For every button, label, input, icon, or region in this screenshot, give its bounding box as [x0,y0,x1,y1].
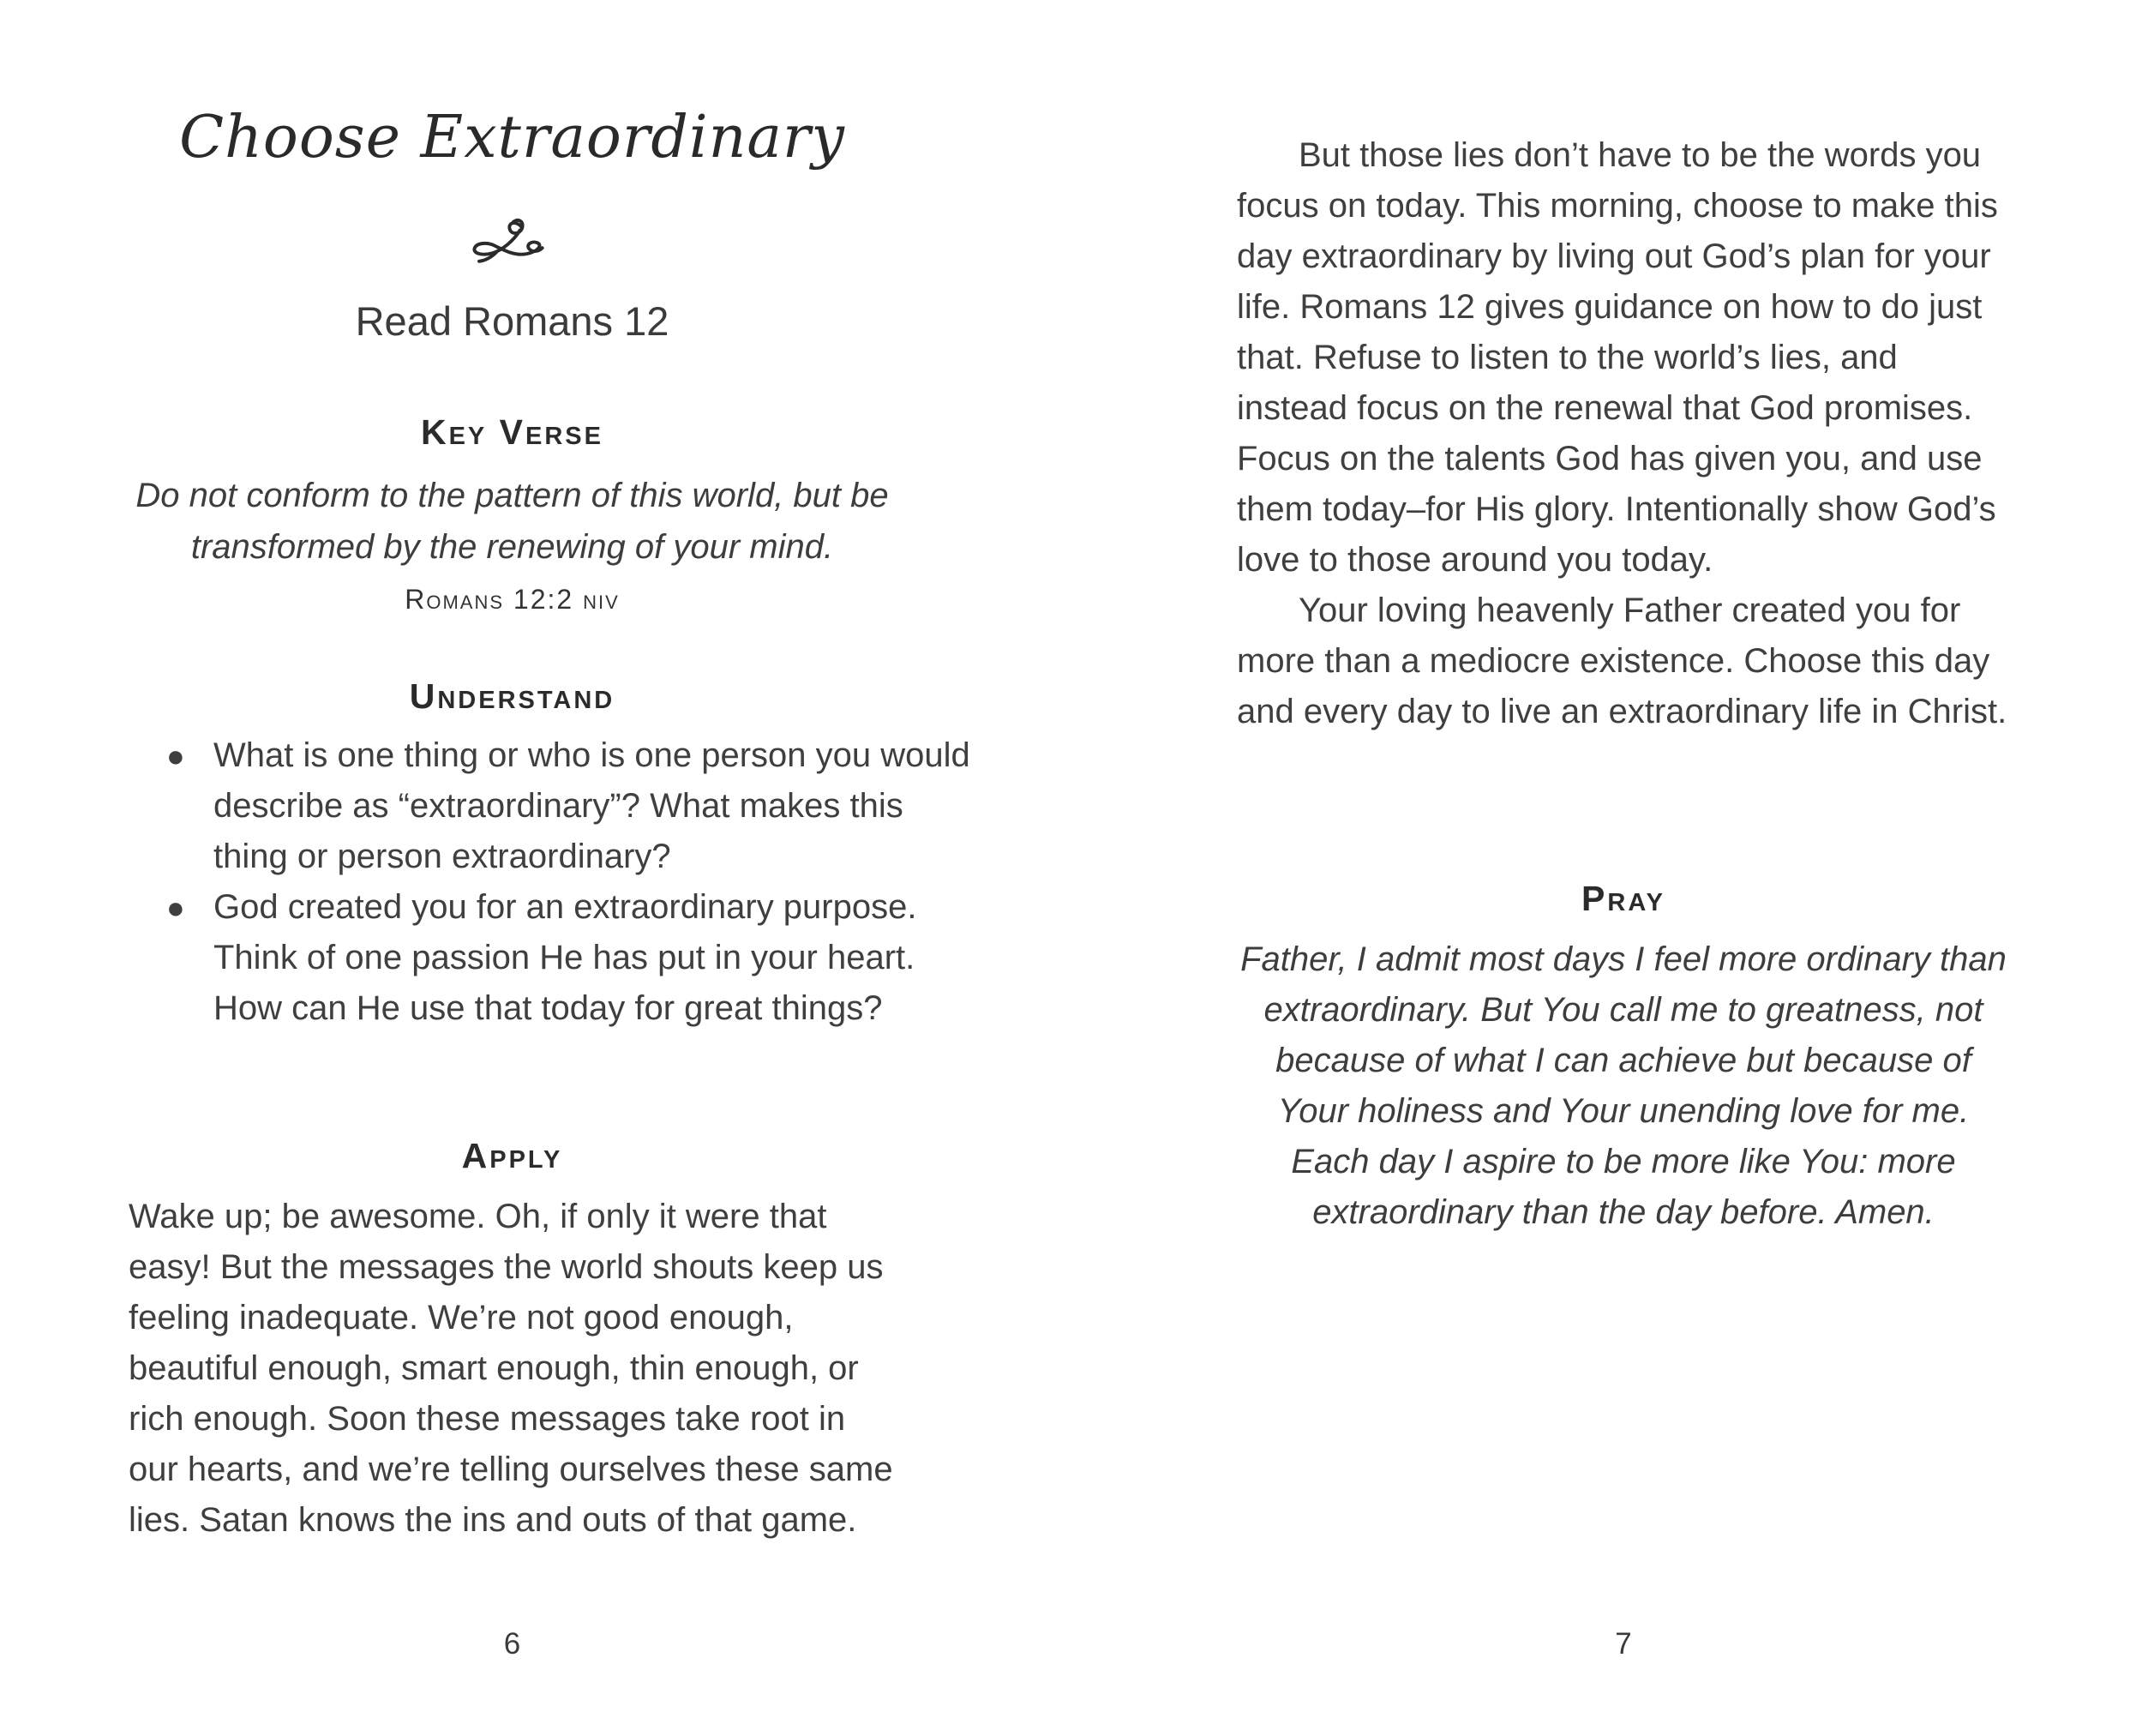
body-paragraph: Your loving heavenly Father created you for more than a mediocre existence. Choose this day and every day to live an extraordinary life in Christ. [1237,592,2007,730]
body-paragraph: But those lies don’t have to be the words you focus on today. This morning, choose to make this day extraordinary by living out God’s plan for your life. Romans 12 gives guidance on how to do just that. Refuse to listen to the world’s lies, and instead focus on the renewal that God promises. Focus on the talents God has given you, and use them today–for His glory. Intentionally show God’s love to those around you today. [1237,136,1998,579]
understand-heading: Understand [409,676,615,716]
left-page [129,0,970,1736]
bullet-dot-icon: ● [166,738,185,773]
verse-citation: Romans 12:2 niv [405,584,620,615]
bullet-text: God created you for an extraordinary purpose. Think of one passion He has put in your heart. How can He use that today for great things? [213,888,917,1027]
page-number-right: 7 [1615,1627,1632,1661]
right-page [1237,0,2010,1736]
understand-bullet-list [129,730,981,1034]
flourish-ornament-icon [129,216,896,275]
key-verse-text: Do not conform to the pattern of this world, but be transformed by the renewing of your mind. [135,477,889,566]
bullet-item [166,730,981,882]
reading-reference: Read Romans 12 [355,298,669,344]
bullet-item [166,882,981,1034]
bullet-text: What is one thing or who is one person you would describe as “extraordinary”? What makes this thing or person extraordinary? [213,736,970,875]
apply-heading: Apply [461,1136,563,1175]
apply-paragraph: Wake up; be awesome. Oh, if only it were that easy! But the messages the world shouts keep us feeling inadequate. We’re not good enough, beautiful enough, smart enough, thin enough, or rich enough. Soon these messages take root in our hearts, and we’re telling ourselves these same lies. Satan knows the ins and outs of that game. [129,1198,893,1539]
prayer-text: Father, I admit most days I feel more ordinary than extraordinary. But You call me to greatness, not because of what I can achieve but because of Your holiness and Your unending love for me. Each day I aspire to be more like You: more extraordinary than the day before. Amen. [1240,940,2007,1231]
bullet-dot-icon: ● [166,890,185,925]
key-verse-heading: Key Verse [420,412,603,452]
devotional-title: Choose Extraordinary [179,104,845,171]
body-text-column [1237,130,2010,737]
page-number-left: 6 [503,1627,521,1661]
pray-heading: Pray [1581,879,1665,918]
